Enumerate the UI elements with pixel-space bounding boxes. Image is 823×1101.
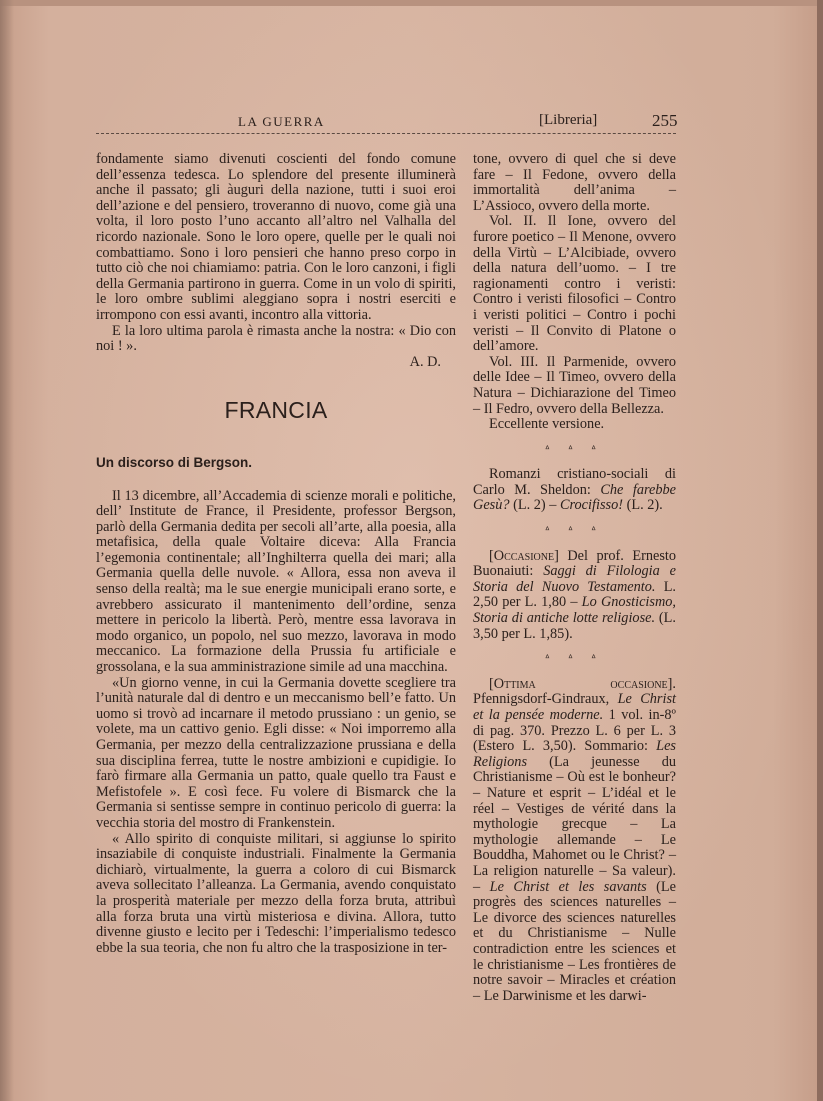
right-edge bbox=[817, 0, 823, 1101]
listing-details: 1 vol. in-8º di pag. 370. Prezzo L. 6 per L. 3 (Estero L. 3,50). Sommario: bbox=[473, 707, 676, 755]
section-label: [Libreria] bbox=[539, 112, 598, 128]
book-part-contents: (Le progrès des sciences naturelles – Le divorce des sciences naturelles et du Christianisme – Nulle contradiction entre les sciences et le christianisme – Les frontières de notre savoir – Miracles et création – Le Darwinisme et les darwi- bbox=[473, 878, 677, 1004]
book-part-title: Les Religions bbox=[473, 738, 676, 770]
listing-occasione bbox=[473, 549, 676, 643]
listing-price: L. 2,50 per L. 1,80 – bbox=[473, 578, 676, 611]
listing-author: Pfennigsdorf-Gindraux, bbox=[473, 691, 610, 708]
right-column bbox=[473, 152, 676, 1004]
running-head bbox=[0, 112, 823, 132]
listing-label: [Ottima occasione]. bbox=[489, 675, 676, 692]
book-part-title: Le Christ et les savants bbox=[489, 878, 647, 895]
article-paragraph: «Un giorno venne, in cui la Germania dovette scegliere tra l’unità naturale dal di dentro e un meccanismo bell’e fatto. Un uomo si trovò ad incarnare il metodo prussiano : un genio, se volete, ma un cattivo genio. Egli disse: « Noi imporremo alla Germania, per mezzo della centralizzazione prussiana e della sua disciplina ferrea, tutte le nostre ambizioni e cupidigie. Io farò firmare alla Germania un patto, quale quello tra Faust e Mefistofele ». E così fece. Fu volere di Bismarck che la Germania si sentisse sempre in continuo pericolo di guerra: la vecchia storia del mostro di Frankenstein. bbox=[96, 674, 456, 831]
listing-price: (L. 2) – bbox=[513, 497, 557, 514]
signature: A. D. bbox=[409, 353, 441, 370]
plato-paragraph: tone, ovvero di quel che si deve fare – Il Fedone, ovvero della immortalità dell’anima – L’Assioco, ovvero della morte. bbox=[473, 151, 676, 214]
left-edge-shadow bbox=[0, 0, 14, 1101]
article-title: Un discorso di Bergson. bbox=[96, 454, 253, 470]
plato-paragraph: Vol. III. Il Parmenide, ovvero delle Idee – Il Timeo, ovvero della Natura – Dichiarazione del Timeo – Il Fedro, ovvero della Bellezza. bbox=[473, 353, 676, 417]
listing-price: (L. 3,50 per L. 1,85). bbox=[473, 610, 676, 642]
book-title: Lo Gnosticismo, Storia di antiche lotte religiose. bbox=[473, 594, 677, 627]
ornament-divider: ᐞ ᐞ ᐞ bbox=[544, 443, 605, 454]
book-title: Che farebbe Gesù? bbox=[473, 481, 676, 514]
book-part-contents: (La jeunesse du Christianisme – Où est le bonheur? – Nature et esprit – L’idéal et le réel – Vestiges de vérité dans la mythologie grecque – La mythologie allemande – Le Bouddha, Mahomet ou le Christ? – La religion naturelle – Sa valeur). – bbox=[473, 753, 676, 895]
book-title: Saggi di Filologia e Storia del Nuovo Testamento. bbox=[473, 563, 676, 595]
header-rule bbox=[96, 133, 676, 134]
top-edge bbox=[0, 0, 823, 6]
listing-label: [Occasione] bbox=[489, 547, 559, 564]
intro-paragraph: fondamente siamo divenuti coscienti del fondo comune dell’essenza tedesca. Lo splendore del presente illuminerà anche il passato; gli àuguri della nazione, tutti i suoi eroi dell’azione e del pensiero, troveranno di nuovo, come già una volta, il loro posto l’uno accanto all’altro nel Valhalla del ricordo nazionale. Sono le loro opere, quelle per le quali noi combattiamo. Sono i loro pensieri che hanno preso corpo in tutto ciò che noi chiamiamo: patria. Con le loro canzoni, i figli della Germania partirono in guerra. Come in un volo di spiriti, le loro ombre sublimi aleggiano sopra i nostri eserciti e irrompono con essi avanti, incontro alla vittoria. bbox=[96, 151, 456, 323]
review-note: Eccellente versione. bbox=[489, 416, 605, 433]
book-title: Le Christ et la pensée moderne. bbox=[473, 691, 676, 723]
section-title: FRANCIA bbox=[224, 397, 328, 424]
listing-text: Del prof. Ernesto Buonaiuti: bbox=[473, 547, 677, 580]
listing-price: (L. 2). bbox=[626, 497, 663, 514]
article-paragraph: Il 13 dicembre, all’Accademia di scienze morali e politiche, dell’ Institute de France, il Presidente, professor Bergson, parlò della Germania dedita per secoli all’arte, alla poesia, alla metafisica, della quale Voltaire diceva: Alla Francia l’egemonia continentale; all’Inghilterra quella dei mari; alla Germania quella delle nuvole. « Allora, essa non aveva il senso della realtà; ma le sue energie municipali erano sorte, e avrebbero assicurato il mantenimento dell’ordine, senza mettere in pericolo la libertà. Però, mentre essa lavorava in modo organico, un popolo, nel suo mezzo, lavorava in modo meccanico. La formazione della Prussia fu artificiale e grossolana, e la sua amministrazione simile ad una macchina. bbox=[96, 487, 456, 676]
ornament-divider: ᐞ ᐞ ᐞ bbox=[544, 525, 605, 536]
plato-paragraph: Vol. II. Il Ione, ovvero del furore poetico – Il Menone, ovvero della Virtù – L’Alcibiade, ovvero della natura dell’uomo. – I tre ragionamenti contro i veristi: Contro i veristi filosofici – Contro i veristi politici – Contro i pochi veristi – Il Convito di Platone o dell’amore. bbox=[473, 213, 676, 355]
intro-closing-text: E la loro ultima parola è rimasta anche la nostra: « Dio con noi ! ». bbox=[96, 322, 456, 355]
left-column bbox=[96, 152, 456, 956]
intro-closing-paragraph bbox=[96, 324, 456, 355]
page-number: 255 bbox=[652, 111, 678, 130]
book-title: Crocifisso! bbox=[559, 497, 623, 514]
article-paragraph: « Allo spirito di conquiste militari, si aggiunse lo spirito insaziabile di conquiste industriali. Finalmente la Germania dichiarò, virtualmente, la guerra a coloro di cui Bismarck aveva sollecitato l’alleanza. La Germania, avendo conquistato la prosperità materiale per mezzo della forza bruta, attribuì alla forza bruta una virtù misteriosa e divina. Allora, tutto divenne giusto e lecito per i Tedeschi: l’imperialismo tedesco ebbe la sua teoria, che non fu altro che la trasposizione in ter- bbox=[96, 830, 456, 956]
running-title: LA GUERRA bbox=[238, 114, 325, 129]
ornament-divider: ᐞ ᐞ ᐞ bbox=[544, 653, 605, 664]
listing-ottima bbox=[473, 677, 676, 1004]
listing-text: Romanzi cristiano-sociali di Carlo M. Sheldon: bbox=[473, 466, 676, 498]
listing-romanzi bbox=[473, 467, 676, 514]
